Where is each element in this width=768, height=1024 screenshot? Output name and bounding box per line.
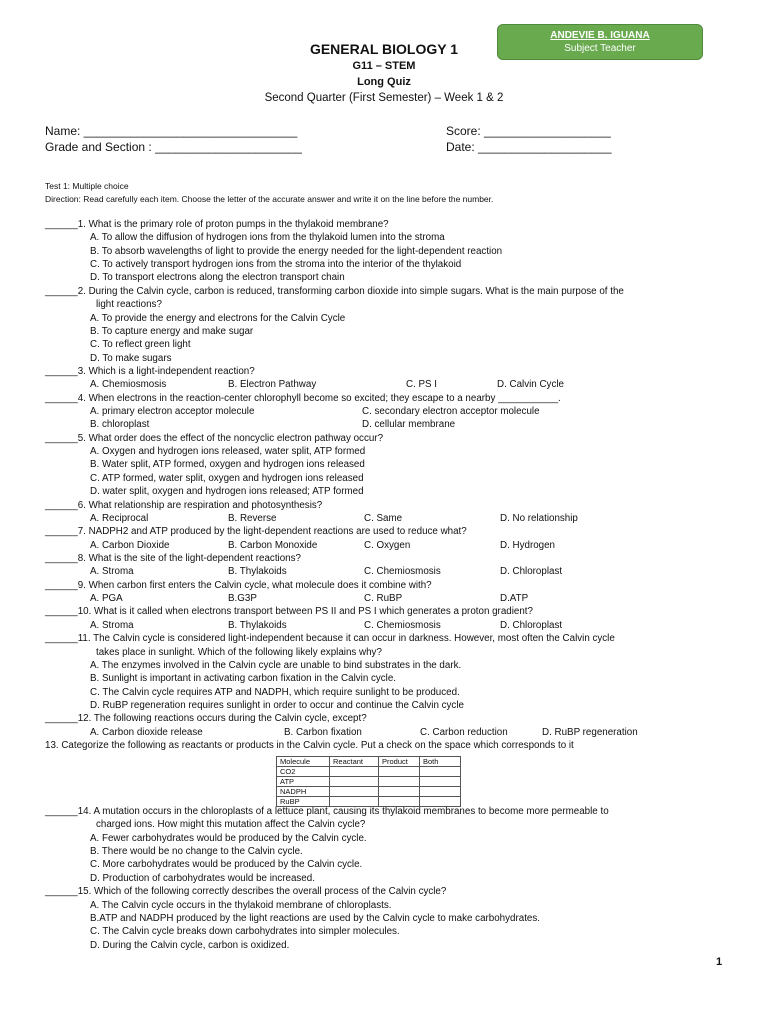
test-direction: Direction: Read carefully each item. Choose the letter of the accurate answer and write it on the line before the number. (45, 194, 494, 204)
table-cell[interactable] (379, 787, 420, 797)
answer-choice: C. To reflect green light (90, 339, 191, 351)
answer-choice: C. ATP formed, water split, oxygen and hydrogen ions released (90, 472, 364, 484)
question-stem: ______6. What relationship are respiration and photosynthesis? (45, 499, 323, 511)
question-stem: ______4. When electrons in the reaction-center chlorophyll become so excited; they escape to a nearby ___________. (45, 392, 561, 404)
answer-choice: C. PS I (406, 379, 438, 391)
answer-choice: A. Stroma (90, 566, 134, 578)
table-cell[interactable] (420, 797, 461, 807)
page-number: 1 (716, 956, 723, 968)
answer-choice: C. Chemiosmosis (364, 566, 441, 578)
question-stem: ______8. What is the site of the light-dependent reactions? (45, 553, 301, 564)
grade-field: Grade and Section : ______________________ (45, 140, 302, 154)
answer-choice: C. Oxygen (364, 539, 411, 551)
answer-choice: B. chloroplast (90, 419, 150, 431)
answer-choice: A. Carbon Dioxide (90, 539, 170, 551)
table-cell: RuBP (277, 797, 330, 807)
answer-choice: D. RuBP regeneration requires sunlight in order to occur and continue the Calvin cycle (90, 699, 464, 711)
table-cell[interactable] (420, 777, 461, 787)
answer-choice: A. To allow the diffusion of hydrogen ions from the thylakoid lumen into the stroma (90, 232, 445, 244)
name-field: Name: ________________________________ (45, 124, 298, 138)
test-title: Test 1: Multiple choice (45, 181, 129, 191)
table-cell[interactable] (379, 797, 420, 807)
question-stem: 13. Categorize the following as reactants or products in the Calvin cycle. Put a check on the space which corresponds to it (45, 740, 574, 752)
answer-choice: A. Reciprocal (90, 512, 149, 524)
answer-choice: B. Carbon fixation (284, 726, 362, 738)
table-cell: CO2 (277, 767, 330, 777)
question-continuation: light reactions? (96, 299, 162, 311)
answer-choice: B. Thylakoids (228, 619, 287, 631)
answer-choice: A. The enzymes involved in the Calvin cycle are unable to bind substrates in the dark. (90, 659, 462, 671)
question-continuation: takes place in sunlight. Which of the following likely explains why? (96, 646, 382, 658)
question-stem: ______11. The Calvin cycle is considered light-independent because it can occur in darkness. However, most often the Calvin cycle (45, 633, 615, 645)
answer-choice: B. To absorb wavelengths of light to provide the energy needed for the light-dependent reaction (90, 245, 503, 257)
question-stem: ______5. What order does the effect of the noncyclic electron pathway occur? (45, 432, 384, 444)
answer-choice: D. Production of carbohydrates would be increased. (90, 872, 315, 884)
answer-choice: B. Sunlight is important in activating carbon fixation in the Calvin cycle. (90, 673, 397, 685)
answer-choice: A. Carbon dioxide release (90, 726, 203, 738)
answer-choice: B.ATP and NADPH produced by the light reactions are used by the Calvin cycle to make carbohydrates. (90, 912, 540, 924)
question-stem: ______12. The following reactions occurs during the Calvin cycle, except? (45, 713, 367, 725)
answer-choice: D.ATP (500, 593, 529, 605)
answer-choice: D. During the Calvin cycle, carbon is oxidized. (90, 939, 290, 951)
table-header-row (277, 757, 461, 767)
table-cell[interactable] (330, 797, 379, 807)
answer-choice: D. Hydrogen (500, 539, 555, 551)
answer-choice: A. Chemiosmosis (90, 379, 167, 391)
teacher-name: ANDEVIE B. IGUANA (550, 30, 650, 41)
table-row (277, 797, 461, 807)
table-header: Molecule (277, 757, 330, 767)
table-cell[interactable] (420, 767, 461, 777)
answer-choice: C. Chemiosmosis (364, 619, 441, 631)
answer-choice: A. Oxygen and hydrogen ions released, water split, ATP formed (90, 446, 366, 458)
table-cell: ATP (277, 777, 330, 787)
answer-choice: B. Thylakoids (228, 566, 287, 578)
answer-choice: D. Calvin Cycle (497, 379, 564, 391)
table-cell[interactable] (330, 777, 379, 787)
table-row (277, 777, 461, 787)
answer-choice: B. Carbon Monoxide (228, 539, 318, 551)
answer-choice: C. Carbon reduction (420, 726, 508, 738)
table-row (277, 787, 461, 797)
question-stem: ______9. When carbon first enters the Calvin cycle, what molecule does it combine with? (45, 579, 432, 591)
table-cell[interactable] (330, 787, 379, 797)
table-header: Both (420, 757, 461, 767)
answer-choice: C. RuBP (364, 593, 403, 605)
answer-choice: B. Electron Pathway (228, 379, 317, 391)
question-continuation: charged ions. How might this mutation affect the Calvin cycle? (96, 819, 366, 831)
table-cell[interactable] (379, 777, 420, 787)
answer-choice: B. Water split, ATP formed, oxygen and hydrogen ions released (90, 459, 365, 471)
answer-choice: A. Fewer carbohydrates would be produced by the Calvin cycle. (90, 832, 367, 844)
doc-title: GENERAL BIOLOGY 1 (309, 41, 459, 57)
question-stem: ______3. Which is a light-independent reaction? (45, 365, 255, 377)
doc-period: Second Quarter (First Semester) – Week 1 & 2 (264, 92, 504, 104)
question-stem: ______1. What is the primary role of proton pumps in the thylakoid membrane? (45, 219, 389, 230)
answer-choice: D. water split, oxygen and hydrogen ions released; ATP formed (90, 486, 364, 498)
answer-choice: A. primary electron acceptor molecule (90, 406, 255, 418)
teacher-role: Subject Teacher (564, 43, 636, 54)
answer-choice: C. The Calvin cycle breaks down carbohydrates into simpler molecules. (90, 926, 400, 938)
table-cell[interactable] (330, 767, 379, 777)
score-field: Score: ___________________ (446, 124, 611, 138)
answer-choice: C. More carbohydrates would be produced by the Calvin cycle. (90, 859, 363, 871)
question-stem: ______2. During the Calvin cycle, carbon is reduced, transforming carbon dioxide into simple sugars. What is the main purpose of the (45, 285, 624, 297)
question-stem: ______10. What is it called when electrons transport between PS II and PS I which generates a proton gradient? (45, 606, 533, 618)
table-header: Reactant (330, 757, 379, 767)
question-stem: ______7. NADPH2 and ATP produced by the light-dependent reactions are used to reduce what? (45, 526, 467, 538)
answer-choice: A. To provide the energy and electrons for the Calvin Cycle (90, 312, 346, 324)
answer-choice: C. Same (364, 512, 403, 524)
answer-choice: A. PGA (90, 593, 123, 605)
answer-choice: B. To capture energy and make sugar (90, 325, 254, 337)
answer-choice: D. To make sugars (90, 352, 172, 364)
answer-choice: D. cellular membrane (362, 419, 456, 431)
date-field: Date: ____________________ (446, 140, 612, 154)
answer-choice: A. The Calvin cycle occurs in the thylakoid membrane of chloroplasts. (90, 899, 392, 911)
table-row (277, 767, 461, 777)
answer-choice: D. To transport electrons along the electron transport chain (90, 272, 345, 284)
doc-type: Long Quiz (357, 76, 411, 88)
answer-choice: C. To actively transport hydrogen ions from the stroma into the interior of the thylakoid (90, 259, 462, 271)
answer-choice: C. The Calvin cycle requires ATP and NADPH, which require sunlight to be produced. (90, 686, 460, 698)
answer-choice: D. RuBP regeneration (542, 726, 638, 738)
table-header: Product (379, 757, 420, 767)
table-cell[interactable] (379, 767, 420, 777)
doc-strand: G11 – STEM (352, 60, 416, 72)
answer-choice: D. Chloroplast (500, 566, 563, 578)
answer-choice: B. There would be no change to the Calvin cycle. (90, 846, 303, 858)
answer-choice: B.G3P (228, 593, 257, 605)
calvin-table (276, 756, 461, 807)
answer-choice: D. No relationship (500, 512, 578, 524)
answer-choice: A. Stroma (90, 619, 134, 631)
table-cell[interactable] (420, 787, 461, 797)
question-stem: ______14. A mutation occurs in the chloroplasts of a lettuce plant, causing its thylakoid membranes to become more permeable to (45, 806, 609, 817)
table-cell: NADPH (277, 787, 330, 797)
answer-choice: B. Reverse (228, 512, 277, 524)
question-stem: ______15. Which of the following correctly describes the overall process of the Calvin cycle? (45, 886, 447, 898)
answer-choice: D. Chloroplast (500, 619, 563, 631)
answer-choice: C. secondary electron acceptor molecule (362, 406, 540, 418)
